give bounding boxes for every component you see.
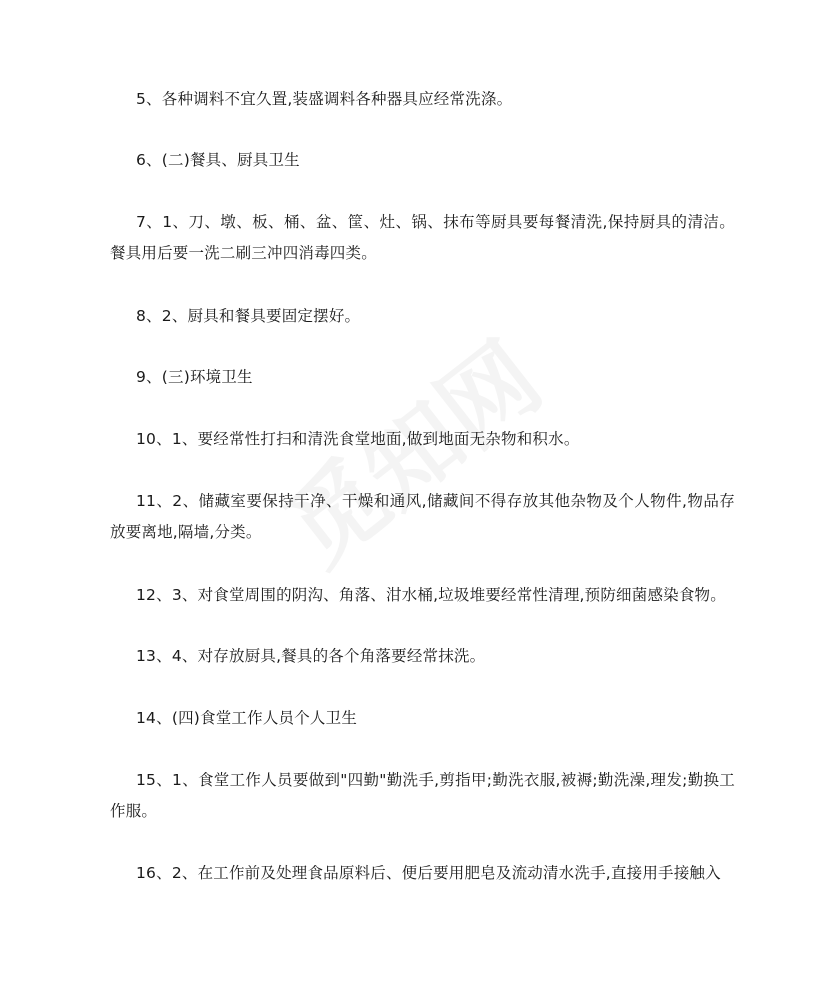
paragraph-6-heading: 6、(二)餐具、厨具卫生	[136, 151, 300, 169]
paragraph-14-heading: 14、(四)食堂工作人员个人卫生	[136, 709, 358, 727]
paragraph-8: 8、2、厨具和餐具要固定摆好。	[136, 307, 361, 325]
paragraph-9-heading: 9、(三)环境卫生	[136, 368, 253, 386]
paragraph-7: 7、1、刀、墩、板、桶、盆、筐、灶、锅、抹布等厨具要每餐清洗,保持厨具的清洁。餐具用后要一洗二刷三冲四消毒四类。	[110, 213, 735, 262]
paragraph-15: 15、1、食堂工作人员要做到"四勤"勤洗手,剪指甲;勤洗衣服,被褥;勤洗澡,理发;勤换工作服。	[110, 771, 735, 820]
paragraph-12: 12、3、对食堂周围的阴沟、角落、泔水桶,垃圾堆要经常性清理,预防细菌感染食物。	[136, 586, 726, 604]
paragraph-13: 13、4、对存放厨具,餐具的各个角落要经常抹洗。	[136, 647, 486, 665]
paragraph-10: 10、1、要经常性打扫和清洗食堂地面,做到地面无杂物和积水。	[136, 430, 580, 448]
paragraph-11: 11、2、储藏室要保持干净、干燥和通风,储藏间不得存放其他杂物及个人物件,物品存放要离地,隔墙,分类。	[110, 492, 735, 541]
paragraph-5: 5、各种调料不宜久置,装盛调料各种器具应经常洗涤。	[136, 90, 513, 108]
paragraph-16: 16、2、在工作前及处理食品原料后、便后要用肥皂及流动清水洗手,直接用手接触入	[136, 864, 721, 882]
